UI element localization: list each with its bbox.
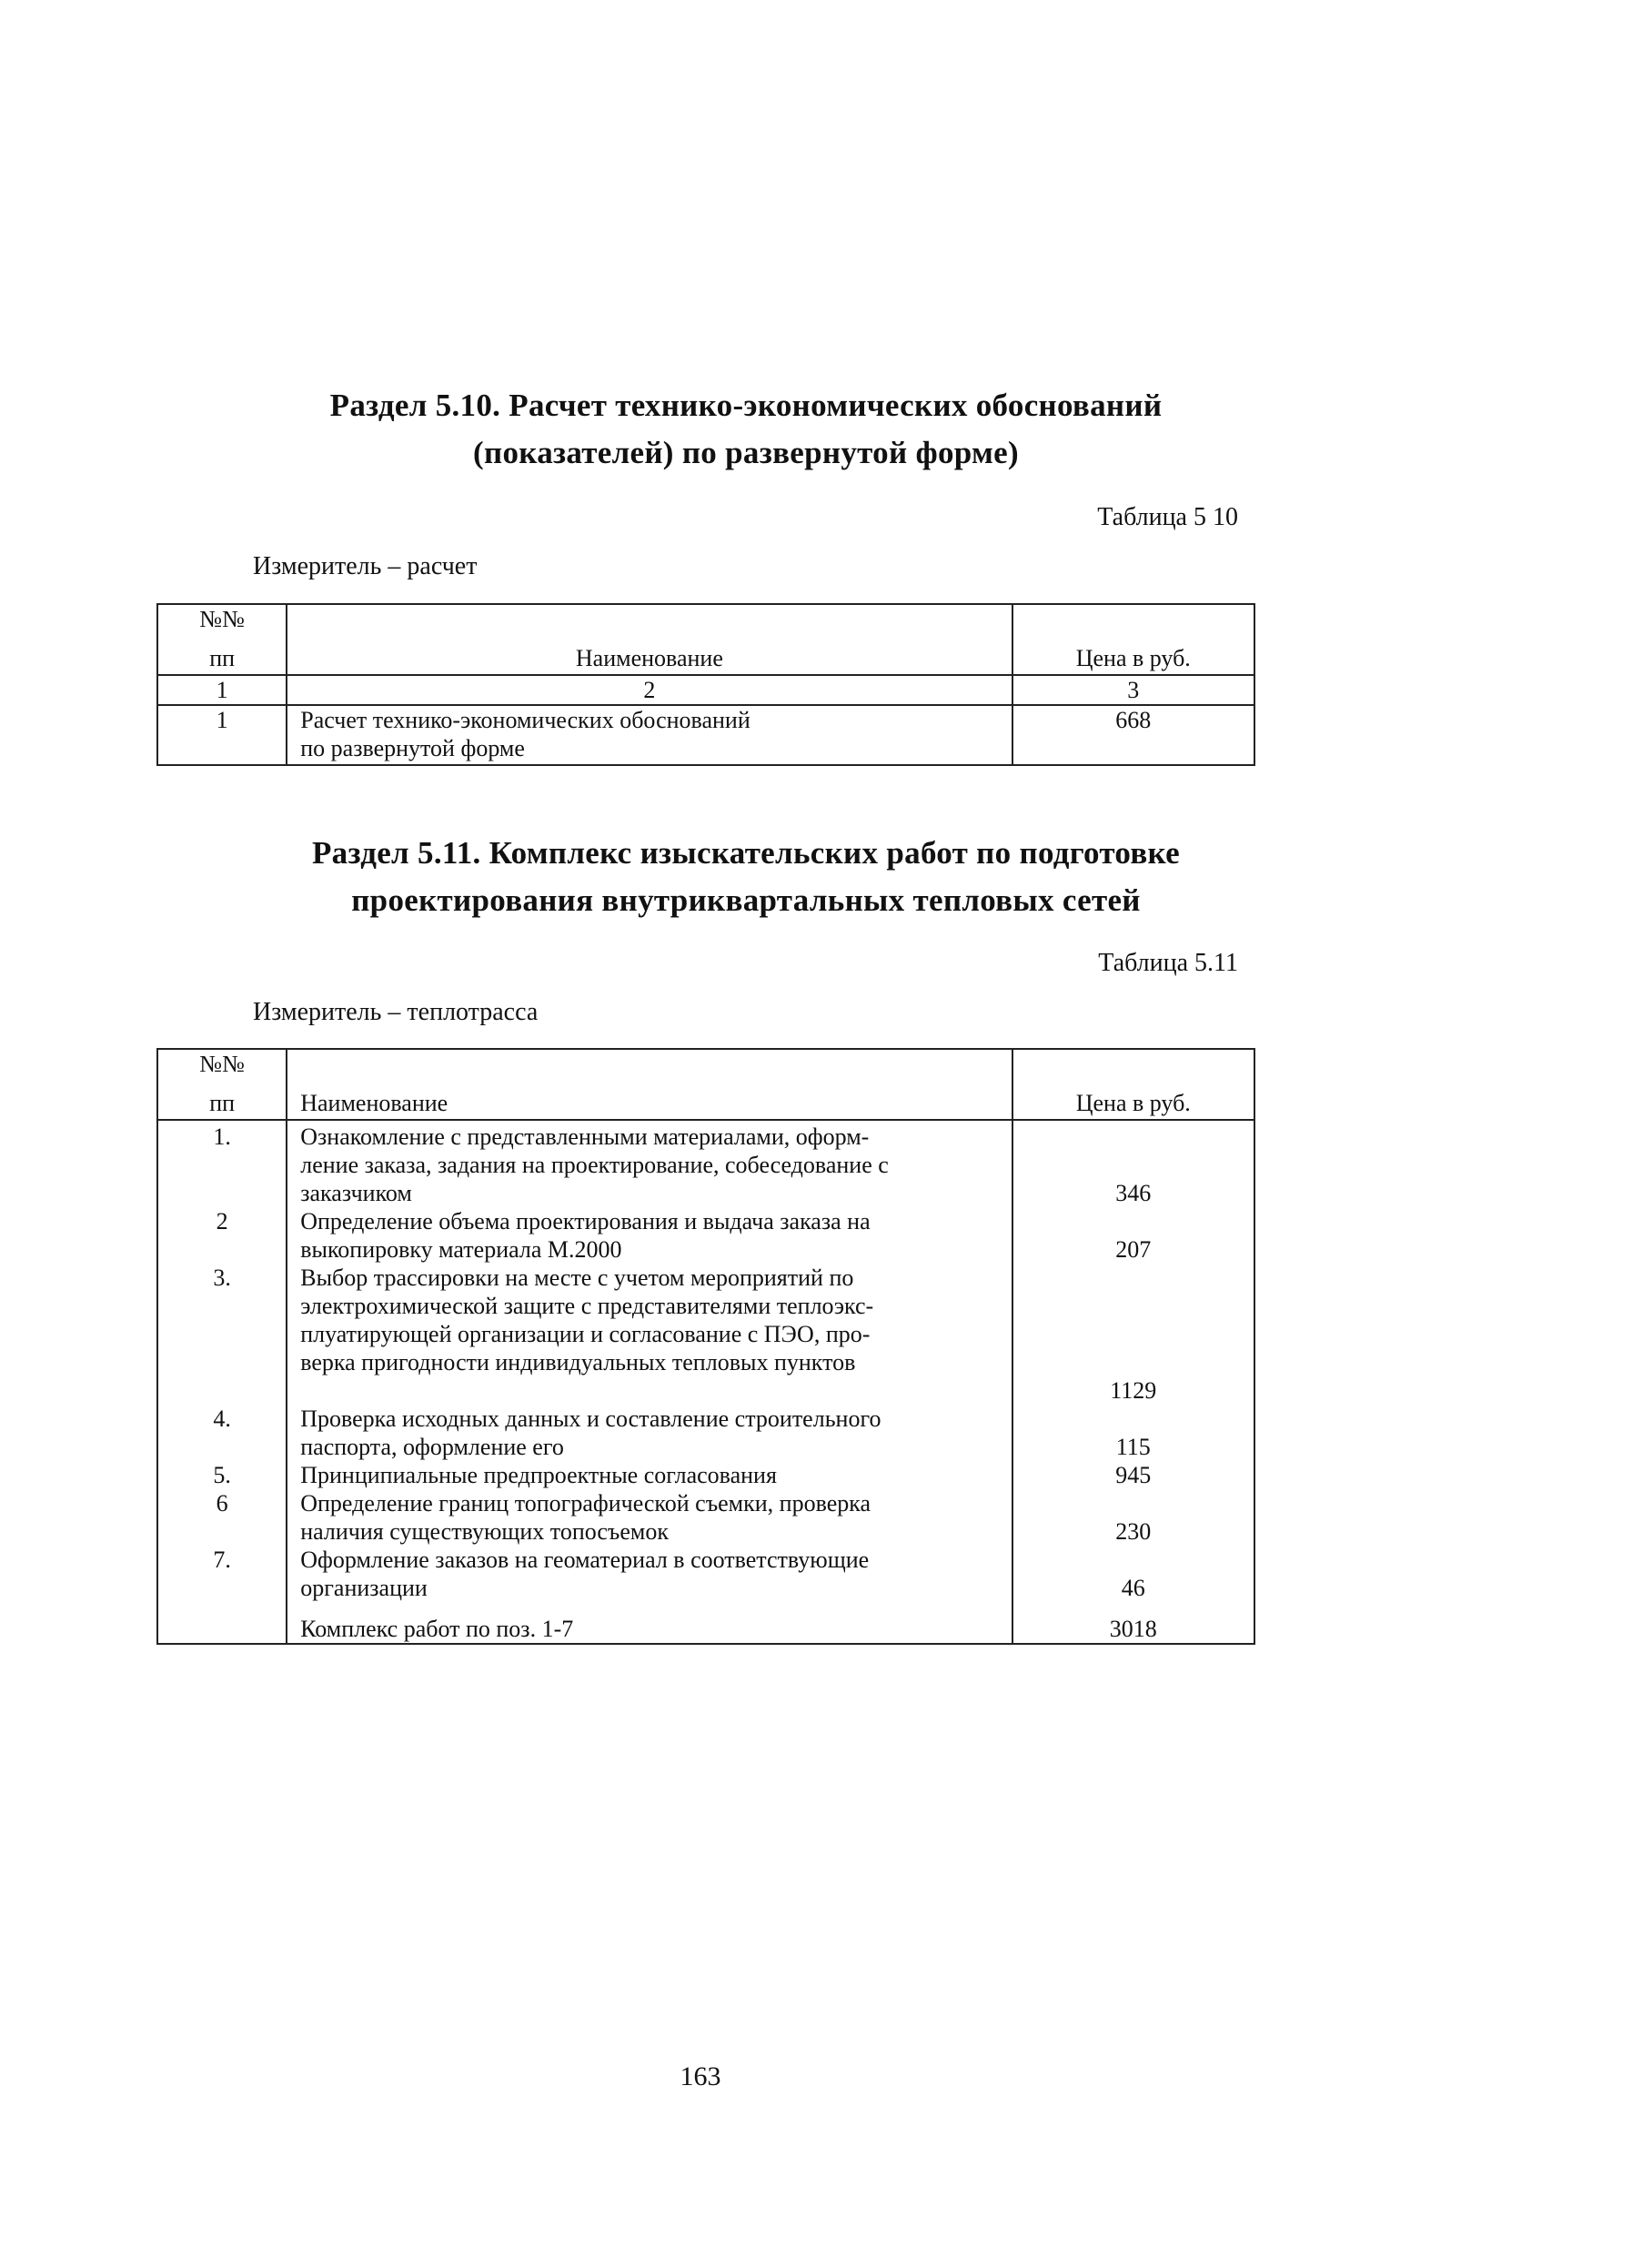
row-price bbox=[1013, 1207, 1254, 1264]
row-name-line: паспорта, оформление его bbox=[300, 1434, 564, 1460]
row-name-line: плуатирующей организации и согласование с ПЭО, про- bbox=[300, 1321, 871, 1347]
row-num bbox=[158, 1405, 286, 1461]
total-label: Комплекс работ по поз. 1-7 bbox=[300, 1616, 574, 1642]
header-price-label: Цена в руб. bbox=[1075, 1090, 1191, 1116]
table-510-meter: Измеритель – расчет bbox=[253, 552, 478, 580]
row-price bbox=[1013, 1489, 1254, 1546]
row-num bbox=[158, 1207, 286, 1264]
row-price-text: 230 bbox=[1115, 1518, 1152, 1545]
table-510-label: Таблица 5 10 bbox=[1097, 503, 1238, 531]
row-num: 1 bbox=[157, 705, 287, 765]
spacer bbox=[287, 1602, 1011, 1615]
row-price-text: 1129 bbox=[1110, 1377, 1157, 1404]
header-name-label: Наименование bbox=[575, 645, 723, 671]
table-511-header-num bbox=[157, 1049, 287, 1120]
row-name-line: электрохимической защите с представителями теплоэкс- bbox=[300, 1293, 874, 1319]
index-cell: 3 bbox=[1012, 675, 1254, 705]
section-511-heading-line1: Раздел 5.11. Комплекс изыскательских работ по подготовке bbox=[311, 835, 1180, 871]
header-price-label: Цена в руб. bbox=[1075, 645, 1191, 671]
row-name-line: Проверка исходных данных и составление строительного bbox=[300, 1406, 881, 1432]
row-name bbox=[287, 1461, 1011, 1489]
row-name-line: Определение объема проектирования и выдача заказа на bbox=[300, 1208, 871, 1234]
table-row bbox=[157, 705, 1254, 765]
row-price bbox=[1013, 1264, 1254, 1405]
row-num bbox=[158, 1546, 286, 1602]
table-511-header-name bbox=[287, 1049, 1012, 1120]
header-num-line1: №№ bbox=[199, 606, 245, 632]
row-num bbox=[158, 1264, 286, 1405]
row-name-line: верка пригодности индивидуальных тепловых пунктов bbox=[300, 1349, 856, 1375]
row-num-text: 1. bbox=[213, 1124, 231, 1150]
row-price-text: 945 bbox=[1115, 1462, 1152, 1488]
row-name-line: Расчет технико-экономических обоснований bbox=[300, 707, 750, 733]
row-price-text: 46 bbox=[1121, 1575, 1145, 1601]
row-num-text: 6 bbox=[216, 1490, 228, 1516]
row-name-line: Ознакомление с представленными материалами, оформ- bbox=[300, 1124, 870, 1150]
row-price-text: 346 bbox=[1115, 1180, 1152, 1206]
table-510-header-row bbox=[157, 604, 1254, 675]
row-name bbox=[287, 1546, 1011, 1602]
row-name-line: ление заказа, задания на проектирование, собеседование с bbox=[300, 1152, 889, 1178]
section-511-heading-line2: проектирования внутриквартальных тепловых сетей bbox=[351, 882, 1141, 918]
row-name bbox=[287, 1207, 1011, 1264]
header-num-line1: №№ bbox=[199, 1051, 245, 1077]
total-num bbox=[158, 1615, 286, 1643]
row-name-line: наличия существующих топосъемок bbox=[300, 1518, 669, 1545]
row-name-line: Принципиальные предпроектные согласования bbox=[300, 1462, 777, 1488]
section-511-heading bbox=[182, 830, 1310, 924]
row-name bbox=[287, 1264, 1011, 1405]
row-price: 668 bbox=[1012, 705, 1254, 765]
section-510-heading-line2: (показателей) по развернутой форме) bbox=[473, 435, 1019, 470]
section-510-heading-line1: Раздел 5.10. Расчет технико-экономических обоснований bbox=[329, 388, 1163, 423]
table-511-label: Таблица 5.11 bbox=[1098, 949, 1238, 977]
price-column bbox=[1012, 1120, 1254, 1644]
row-price bbox=[1013, 1546, 1254, 1602]
row-price bbox=[1013, 1405, 1254, 1461]
spacer bbox=[158, 1602, 286, 1615]
header-num-line2: пп bbox=[209, 645, 236, 671]
table-511-meter: Измеритель – теплотрасса bbox=[253, 998, 539, 1026]
total-price: 3018 bbox=[1109, 1616, 1157, 1642]
row-num bbox=[158, 1123, 286, 1207]
row-name bbox=[287, 1489, 1011, 1546]
table-510-header-price bbox=[1012, 604, 1254, 675]
index-cell: 1 bbox=[157, 675, 287, 705]
spacer bbox=[1013, 1602, 1254, 1615]
row-num-text: 3. bbox=[213, 1265, 231, 1291]
table-511-header-price bbox=[1012, 1049, 1254, 1120]
header-num-line2: пп bbox=[209, 1090, 236, 1116]
name-column bbox=[287, 1120, 1012, 1644]
row-price-text: 207 bbox=[1115, 1236, 1152, 1263]
row-name-line: Выбор трассировки на месте с учетом мероприятий по bbox=[300, 1265, 854, 1291]
table-511 bbox=[156, 1048, 1255, 1645]
num-column bbox=[157, 1120, 287, 1644]
table-511-header-row bbox=[157, 1049, 1254, 1120]
row-num-text: 4. bbox=[213, 1406, 231, 1432]
table-510 bbox=[156, 603, 1255, 766]
row-name-line: организации bbox=[300, 1575, 428, 1601]
row-name-line bbox=[300, 1376, 1003, 1405]
row-name-line: Оформление заказов на геоматериал в соответствующие bbox=[300, 1547, 870, 1573]
row-price bbox=[1013, 1123, 1254, 1207]
table-511-body bbox=[157, 1120, 1254, 1644]
row-name bbox=[287, 1405, 1011, 1461]
row-name-line: по развернутой форме bbox=[300, 735, 525, 761]
row-price bbox=[1013, 1461, 1254, 1489]
row-name-line: выкопировку материала М.2000 bbox=[300, 1236, 622, 1263]
row-num-text: 7. bbox=[213, 1547, 231, 1573]
table-510-index-row bbox=[157, 675, 1254, 705]
row-name-line: Определение границ топографической съемки, проверка bbox=[300, 1490, 871, 1516]
index-cell: 2 bbox=[287, 675, 1012, 705]
row-name bbox=[287, 705, 1012, 765]
row-num-text: 5. bbox=[213, 1462, 231, 1488]
page-number: 163 bbox=[680, 2061, 721, 2091]
row-name-line: заказчиком bbox=[300, 1180, 412, 1206]
row-num bbox=[158, 1461, 286, 1489]
row-num bbox=[158, 1489, 286, 1546]
header-name-label: Наименование bbox=[300, 1090, 448, 1116]
row-name bbox=[287, 1123, 1011, 1207]
table-510-header-num bbox=[157, 604, 287, 675]
table-510-header-name bbox=[287, 604, 1012, 675]
section-510-heading bbox=[182, 382, 1310, 477]
row-price-text: 115 bbox=[1115, 1434, 1151, 1460]
row-num-text: 2 bbox=[216, 1208, 228, 1234]
